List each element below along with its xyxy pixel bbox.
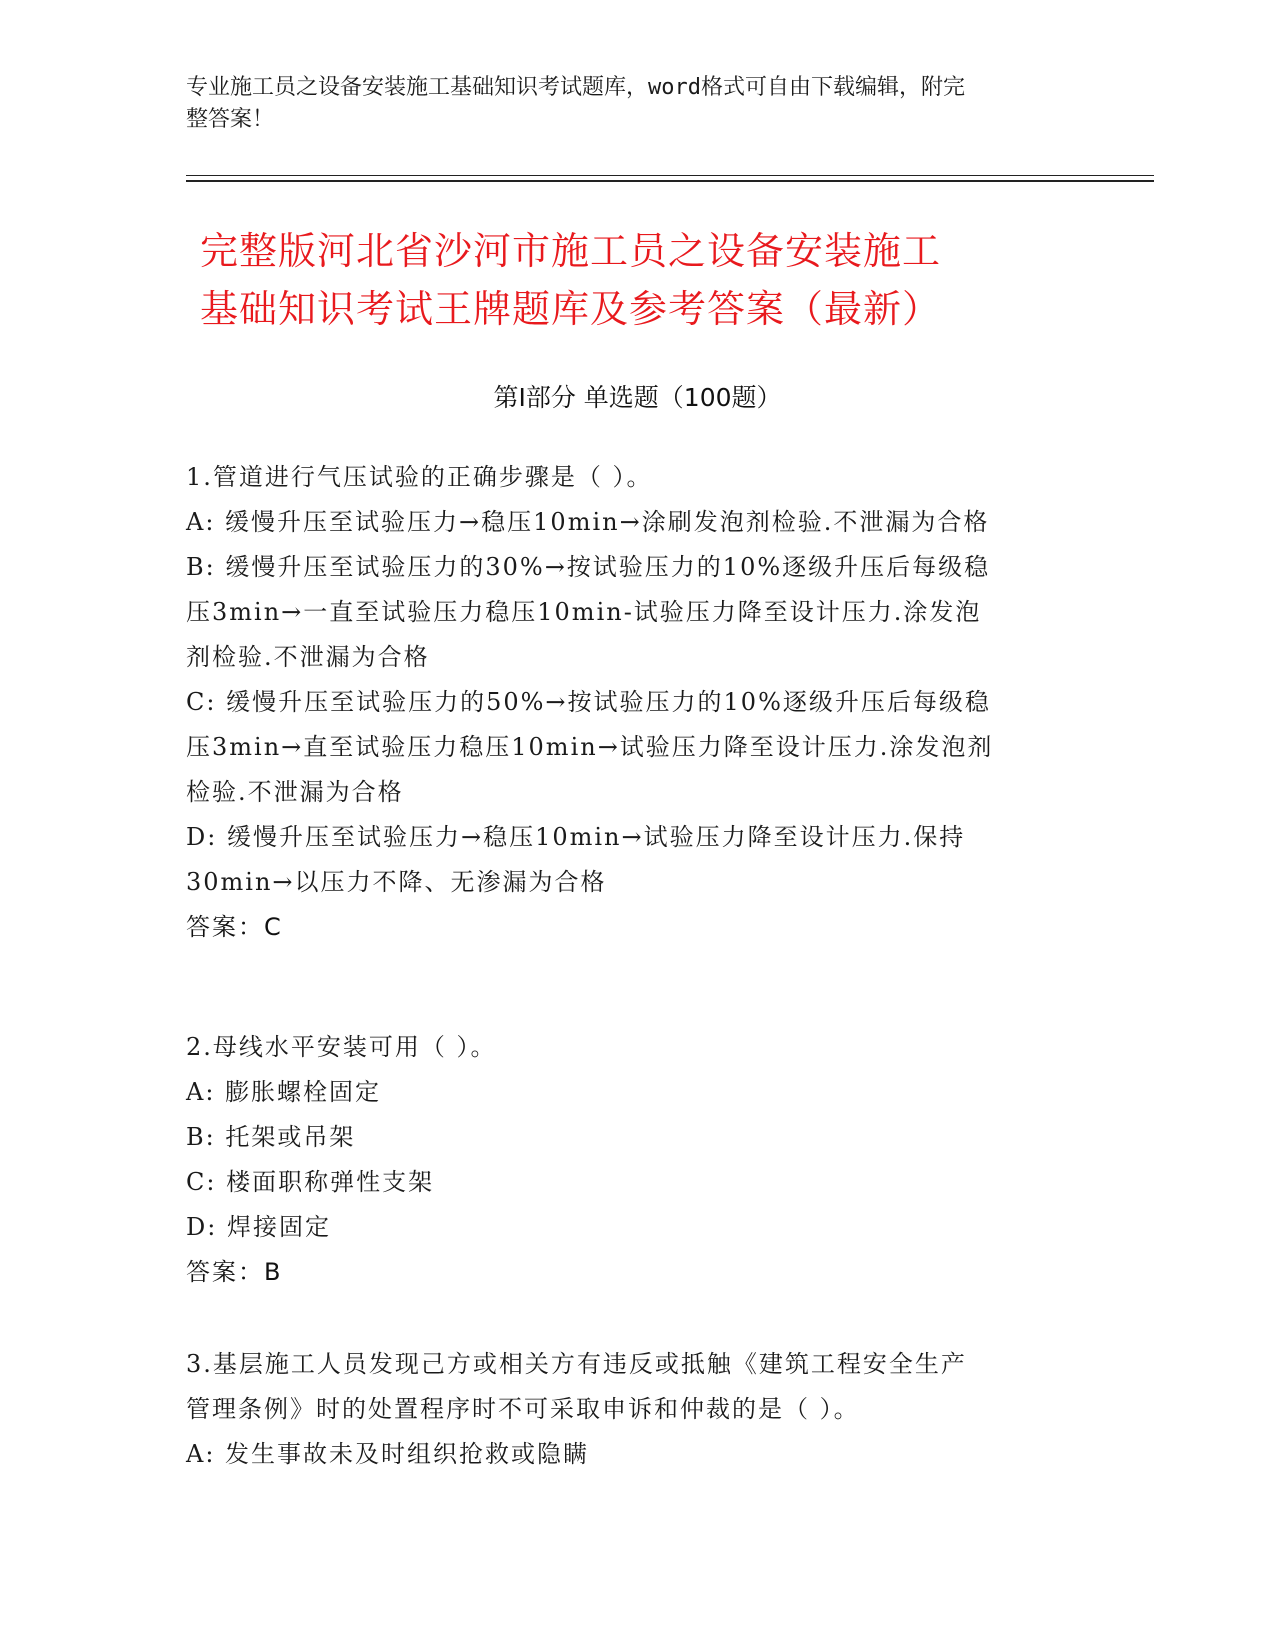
option-a: A: 发生事故未及时组织抢救或隐瞒 <box>186 1440 590 1468</box>
option-b-cont: 压3min→一直至试验压力稳压10min-试验压力降至设计压力.涂发泡 <box>186 598 982 626</box>
answer: 答案：C <box>186 913 283 941</box>
question-3 <box>186 1342 1086 1477</box>
option-d: D: 焊接固定 <box>186 1213 331 1241</box>
option-c: C: 楼面职称弹性支架 <box>186 1168 435 1196</box>
question-stem: 1.管道进行气压试验的正确步骤是（ ）。 <box>186 463 653 491</box>
option-c: C: 缓慢升压至试验压力的50%→按试验压力的10%逐级升压后每级稳 <box>186 688 991 716</box>
title-line: 完整版河北省沙河市施工员之设备安装施工 <box>200 229 942 273</box>
document-title <box>200 222 1080 338</box>
question-stem: 3.基层施工人员发现己方或相关方有违反或抵触《建筑工程安全生产 <box>186 1350 967 1378</box>
option-d-cont: 30min→以压力不降、无渗漏为合格 <box>186 868 607 896</box>
question-2 <box>186 1025 1086 1295</box>
option-b-cont: 剂检验.不泄漏为合格 <box>186 643 430 671</box>
question-stem: 2.母线水平安装可用（ ）。 <box>186 1033 497 1061</box>
option-b: B: 缓慢升压至试验压力的30%→按试验压力的10%逐级升压后每级稳 <box>186 553 991 581</box>
answer: 答案：B <box>186 1258 283 1286</box>
divider-thick <box>186 180 1154 182</box>
header-note <box>186 72 1066 136</box>
question-1 <box>186 455 1086 950</box>
divider-thin <box>186 175 1154 176</box>
option-c-cont: 检验.不泄漏为合格 <box>186 778 404 806</box>
title-line: 基础知识考试王牌题库及参考答案（最新） <box>200 287 942 331</box>
option-b: B: 托架或吊架 <box>186 1123 356 1151</box>
header-note-line: 整答案！ <box>186 107 275 132</box>
question-stem-cont: 管理条例》时的处置程序时不可采取申诉和仲裁的是（ ）。 <box>186 1395 860 1423</box>
option-a: A: 缓慢升压至试验压力→稳压10min→涂刷发泡剂检验.不泄漏为合格 <box>186 508 990 536</box>
option-a: A: 膨胀螺栓固定 <box>186 1078 382 1106</box>
section-heading: 第Ⅰ部分 单选题（100题） <box>493 383 782 412</box>
header-note-line: 专业施工员之设备安装施工基础知识考试题库，word格式可自由下载编辑，附完 <box>186 75 965 100</box>
option-d: D: 缓慢升压至试验压力→稳压10min→试验压力降至设计压力.保持 <box>186 823 966 851</box>
option-c-cont: 压3min→直至试验压力稳压10min→试验压力降至设计压力.涂发泡剂 <box>186 733 994 761</box>
